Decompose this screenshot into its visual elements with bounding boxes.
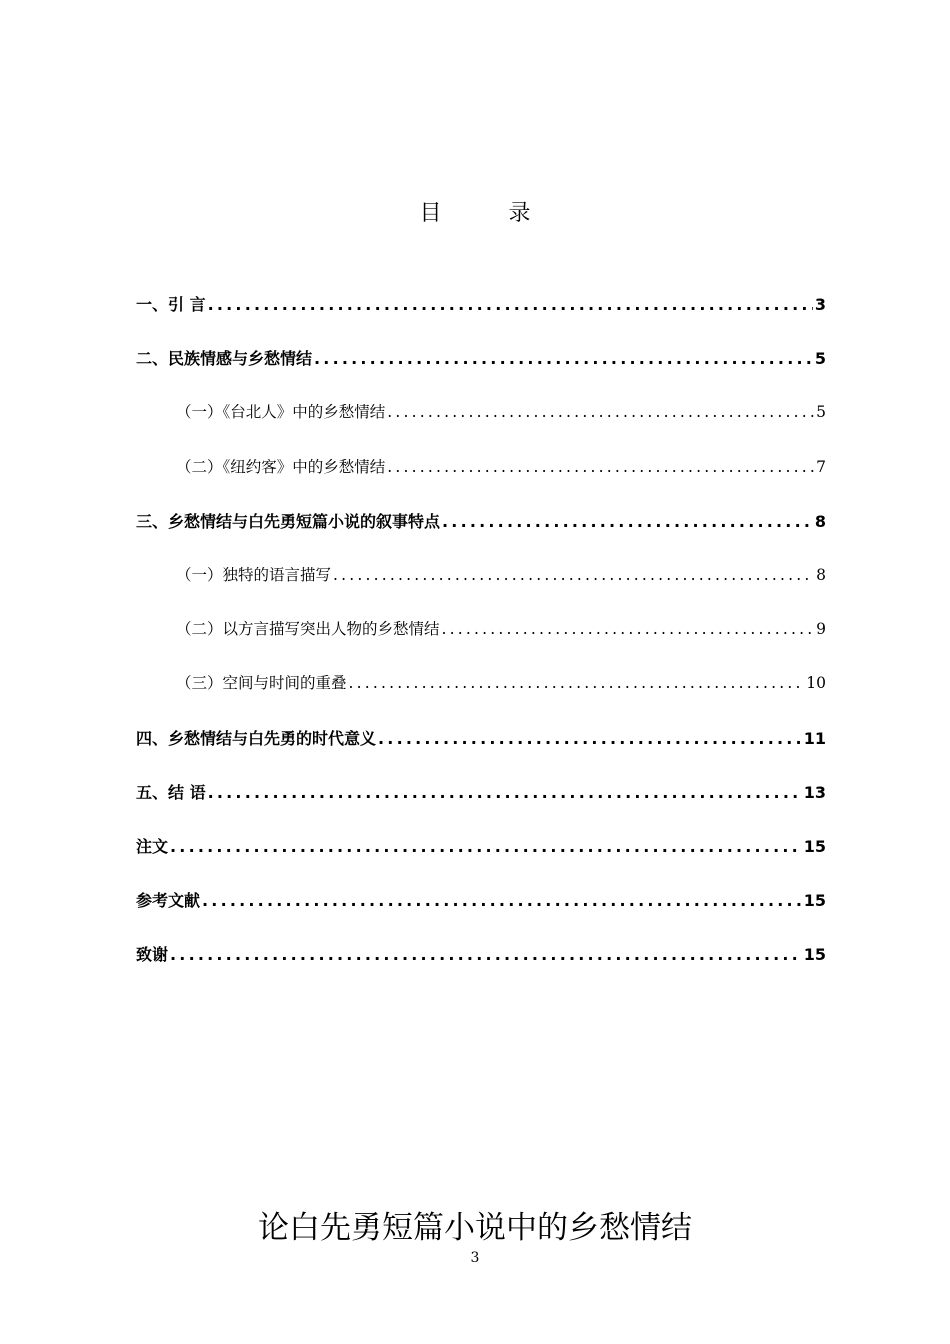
toc-entry-page: 11 bbox=[803, 728, 826, 748]
toc-entry-text: 注文 bbox=[136, 836, 169, 856]
page-number: 3 bbox=[470, 1250, 480, 1266]
toc-entry-page: 15 bbox=[803, 891, 826, 911]
toc-leader-dots bbox=[170, 945, 802, 964]
toc-entry-text: （三）空间与时间的重叠 bbox=[176, 674, 347, 693]
toc-entry-page: 15 bbox=[803, 836, 826, 856]
toc-entry-page: 5 bbox=[816, 403, 826, 422]
toc-entry-references[interactable] bbox=[136, 888, 826, 942]
toc-entry-page: 10 bbox=[806, 674, 826, 693]
toc-entry-page: 13 bbox=[803, 782, 826, 802]
paper-title: 论白先勇短篇小说中的乡愁情结 bbox=[258, 1210, 692, 1246]
toc-entry-text: （一）《台北人》中的乡愁情结 bbox=[176, 403, 386, 422]
toc-leader-dots bbox=[378, 729, 802, 748]
toc-leader-dots bbox=[170, 837, 802, 856]
toc-entry-notes[interactable] bbox=[136, 834, 826, 888]
toc-leader-dots bbox=[333, 566, 814, 584]
toc-entry-text: （二）以方言描写突出人物的乡愁情结 bbox=[176, 620, 440, 639]
toc-entry-page: 7 bbox=[816, 457, 826, 476]
toc-entry-page: 5 bbox=[814, 349, 826, 369]
table-of-contents bbox=[136, 292, 826, 996]
toc-entry-page: 9 bbox=[816, 620, 826, 639]
toc-entry-text: 致谢 bbox=[136, 945, 169, 965]
toc-entry-page: 3 bbox=[814, 295, 826, 314]
toc-entry-section-3-2[interactable] bbox=[136, 617, 826, 671]
toc-entry-text: （一）独特的语言描写 bbox=[176, 565, 332, 584]
toc-entry-conclusion[interactable] bbox=[136, 780, 826, 834]
toc-entry-section-3-1[interactable] bbox=[136, 563, 826, 617]
toc-entry-page: 8 bbox=[814, 511, 826, 531]
toc-entry-text: 五、结 语 bbox=[136, 782, 206, 802]
toc-leader-dots bbox=[208, 783, 802, 802]
toc-entry-text: 二、民族情感与乡愁情结 bbox=[136, 349, 313, 369]
toc-heading: 目 录 bbox=[419, 201, 561, 226]
toc-leader-dots bbox=[349, 674, 805, 692]
toc-leader-dots bbox=[442, 620, 815, 638]
toc-entry-section-3[interactable] bbox=[136, 509, 826, 563]
toc-leader-dots bbox=[314, 349, 813, 368]
toc-entry-section-2[interactable] bbox=[136, 346, 826, 400]
toc-entry-page: 8 bbox=[816, 565, 826, 584]
toc-entry-section-4[interactable] bbox=[136, 726, 826, 780]
toc-entry-text: 三、乡愁情结与白先勇短篇小说的叙事特点 bbox=[136, 511, 441, 531]
toc-entry-text: （二）《纽约客》中的乡愁情结 bbox=[176, 457, 386, 476]
toc-leader-dots bbox=[387, 458, 814, 476]
toc-entry-acknowledgements[interactable] bbox=[136, 942, 826, 996]
toc-entry-text: 参考文献 bbox=[136, 891, 201, 911]
toc-entry-section-2-2[interactable] bbox=[136, 455, 826, 509]
toc-entry-page: 15 bbox=[803, 945, 826, 965]
toc-leader-dots bbox=[442, 512, 813, 531]
toc-entry-text: 四、乡愁情结与白先勇的时代意义 bbox=[136, 728, 377, 748]
toc-entry-text: 一、引 言 bbox=[136, 295, 206, 314]
toc-leader-dots bbox=[202, 891, 802, 910]
toc-entry-section-2-1[interactable] bbox=[136, 400, 826, 454]
toc-leader-dots bbox=[387, 403, 814, 421]
toc-entry-section-3-3[interactable] bbox=[136, 671, 826, 725]
toc-leader-dots bbox=[208, 295, 813, 314]
toc-entry-introduction[interactable] bbox=[136, 292, 826, 346]
